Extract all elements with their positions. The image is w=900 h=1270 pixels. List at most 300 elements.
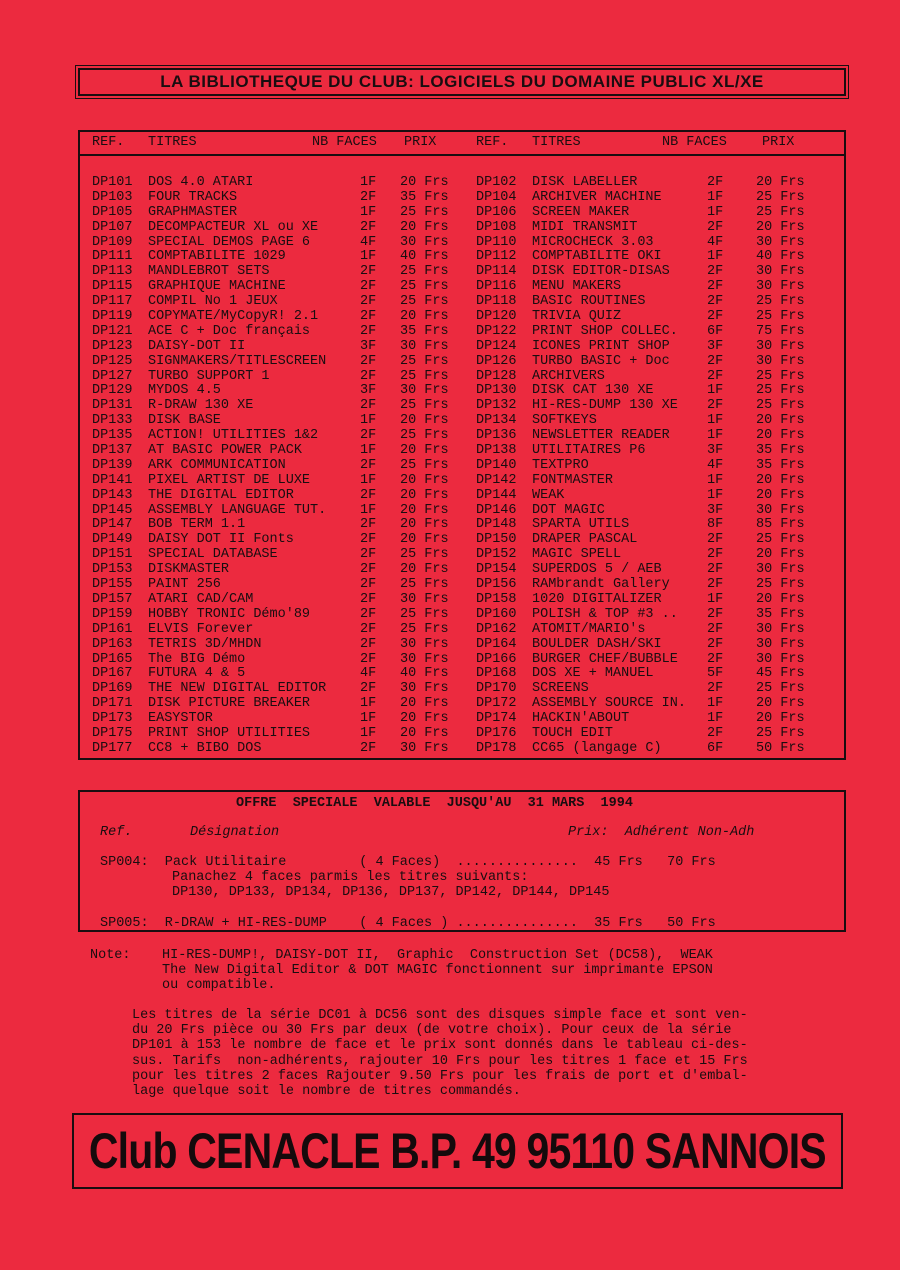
cell-price-2: 30 Frs	[756, 621, 805, 637]
info-paragraph	[132, 1008, 852, 1099]
cell-price-2: 30 Frs	[756, 264, 805, 280]
cell-ref: DP103	[92, 189, 133, 205]
cell-ref-2: DP102	[476, 175, 517, 190]
cell-title-2: NEWSLETTER READER	[532, 428, 670, 444]
table-row	[80, 638, 844, 653]
cell-ref: DP151	[92, 547, 133, 563]
cell-title: AT BASIC POWER PACK	[148, 443, 302, 459]
cell-faces: 1F	[360, 175, 377, 190]
cell-title: FUTURA 4 & 5	[148, 666, 246, 682]
cell-ref-2: DP148	[476, 517, 517, 533]
cell-title-2: MAGIC SPELL	[532, 547, 622, 563]
cell-price: 20 Frs	[400, 472, 449, 488]
cell-ref-2: DP114	[476, 264, 517, 280]
cell-ref-2: DP160	[476, 606, 517, 622]
cell-faces: 2F	[360, 368, 377, 384]
cell-ref: DP121	[92, 323, 133, 339]
cell-faces: 1F	[360, 472, 377, 488]
cell-ref-2: DP178	[476, 740, 517, 756]
cell-price-2: 25 Frs	[756, 725, 805, 741]
cell-faces-2: 2F	[707, 264, 724, 280]
cell-faces-2: 2F	[707, 532, 724, 548]
cell-faces: 2F	[360, 353, 377, 369]
cell-title: DOS 4.0 ATARI	[148, 175, 254, 190]
cell-title: DAISY DOT II Fonts	[148, 532, 294, 548]
cell-price-2: 25 Frs	[756, 681, 805, 697]
cell-faces: 1F	[360, 249, 377, 265]
cell-faces-2: 2F	[707, 725, 724, 741]
cell-ref: DP139	[92, 457, 133, 473]
cell-price: 30 Frs	[400, 740, 449, 756]
cell-ref: DP137	[92, 443, 133, 459]
cell-ref: DP165	[92, 651, 133, 667]
paragraph-line: lage quelque soit le nombre de titres commandés.	[132, 1084, 521, 1100]
table-row	[80, 280, 844, 295]
cell-title: SPECIAL DATABASE	[148, 547, 278, 563]
cell-ref-2: DP104	[476, 189, 517, 205]
cell-title-2: DRAPER PASCAL	[532, 532, 638, 548]
cell-title: FOUR TRACKS	[148, 189, 238, 205]
cell-price: 25 Frs	[400, 294, 449, 310]
cell-faces-2: 6F	[707, 740, 724, 756]
cell-title-2: TOUCH EDIT	[532, 725, 614, 741]
cell-title: THE DIGITAL EDITOR	[148, 487, 294, 503]
table-row	[80, 206, 844, 221]
cell-ref: DP175	[92, 725, 133, 741]
paragraph-line: Les titres de la série DC01 à DC56 sont des disques simple face et sont ven-	[132, 1008, 748, 1023]
cell-price-2: 20 Frs	[756, 711, 805, 727]
cell-ref-2: DP164	[476, 636, 517, 652]
offer-sp004-sub2: DP130, DP133, DP134, DP136, DP137, DP142, DP144, DP145	[172, 885, 610, 900]
cell-title-2: BASIC ROUTINES	[532, 294, 646, 310]
cell-title-2: COMPTABILITE OKI	[532, 249, 662, 265]
cell-title-2: BURGER CHEF/BUBBLE	[532, 651, 678, 667]
paragraph-line: du 20 Frs pièce ou 30 Frs par deux (de votre choix). Pour ceux de la série	[132, 1023, 732, 1039]
cell-ref-2: DP138	[476, 443, 517, 459]
cell-faces: 2F	[360, 219, 377, 235]
cell-price-2: 25 Frs	[756, 309, 805, 325]
cell-ref-2: DP130	[476, 383, 517, 399]
cell-ref-2: DP172	[476, 696, 517, 712]
cell-faces-2: 2F	[707, 621, 724, 637]
cell-faces: 2F	[360, 264, 377, 280]
paragraph-line: pour les titres 2 faces Rajouter 9.50 Frs pour les frais de port et d'embal-	[132, 1068, 748, 1084]
cell-price-2: 20 Frs	[756, 591, 805, 607]
cell-title: ATARI CAD/CAM	[148, 591, 254, 607]
cell-price-2: 35 Frs	[756, 457, 805, 473]
cell-faces-2: 2F	[707, 219, 724, 235]
cell-ref-2: DP122	[476, 323, 517, 339]
cell-title: PIXEL ARTIST DE LUXE	[148, 472, 311, 488]
cell-ref: DP129	[92, 383, 133, 399]
table-row	[80, 265, 844, 280]
cell-faces: 2F	[360, 294, 377, 310]
table-row	[80, 236, 844, 251]
cell-faces-2: 3F	[707, 338, 724, 354]
cell-faces-2: 2F	[707, 681, 724, 697]
cell-price-2: 30 Frs	[756, 353, 805, 369]
cell-faces-2: 1F	[707, 249, 724, 265]
cell-faces-2: 2F	[707, 175, 724, 190]
cell-ref: DP173	[92, 711, 133, 727]
table-row	[80, 310, 844, 325]
cell-ref: DP157	[92, 591, 133, 607]
cell-ref-2: DP126	[476, 353, 517, 369]
cell-ref: DP131	[92, 398, 133, 414]
cell-price: 20 Frs	[400, 711, 449, 727]
cell-title: BOB TERM 1.1	[148, 517, 246, 533]
cell-title: ARK COMMUNICATION	[148, 457, 286, 473]
cell-faces: 3F	[360, 338, 377, 354]
cell-price-2: 35 Frs	[756, 443, 805, 459]
note-line-1: HI-RES-DUMP!, DAISY-DOT II, Graphic Construction Set (DC58), WEAK	[162, 948, 713, 963]
cell-price-2: 25 Frs	[756, 368, 805, 384]
cell-faces: 1F	[360, 711, 377, 727]
cell-ref-2: DP158	[476, 591, 517, 607]
cell-ref-2: DP110	[476, 234, 517, 250]
cell-title-2: SCREENS	[532, 681, 589, 697]
table-row	[80, 444, 844, 459]
paragraph-line: DP101 à 153 le nombre de face et le prix sont donnés dans le tableau ci-des-	[132, 1038, 748, 1054]
cell-ref: DP133	[92, 413, 133, 429]
cell-faces: 3F	[360, 383, 377, 399]
cell-ref: DP147	[92, 517, 133, 533]
cell-faces-2: 2F	[707, 562, 724, 578]
cell-price-2: 20 Frs	[756, 547, 805, 563]
table-row	[80, 370, 844, 385]
cell-title-2: ASSEMBLY SOURCE IN.	[532, 696, 686, 712]
cell-price-2: 25 Frs	[756, 204, 805, 220]
offer-heading: OFFRE SPECIALE VALABLE JUSQU'AU 31 MARS 1994	[236, 796, 633, 811]
table-row	[80, 399, 844, 414]
cell-price: 30 Frs	[400, 383, 449, 399]
cell-title-2: SPARTA UTILS	[532, 517, 630, 533]
cell-ref: DP107	[92, 219, 133, 235]
table-row	[80, 518, 844, 533]
cell-ref: DP115	[92, 279, 133, 295]
cell-faces: 2F	[360, 398, 377, 414]
header-ref-2: REF.	[476, 135, 509, 150]
cell-price-2: 85 Frs	[756, 517, 805, 533]
cell-faces-2: 2F	[707, 606, 724, 622]
cell-title-2: MENU MAKERS	[532, 279, 622, 295]
table-row	[80, 340, 844, 355]
cell-ref: DP119	[92, 309, 133, 325]
cell-title-2: DISK CAT 130 XE	[532, 383, 654, 399]
cell-title-2: TEXTPRO	[532, 457, 589, 473]
cell-title: GRAPHIQUE MACHINE	[148, 279, 286, 295]
cell-faces: 2F	[360, 562, 377, 578]
cell-title: TURBO SUPPORT 1	[148, 368, 270, 384]
cell-title: MANDLEBROT SETS	[148, 264, 270, 280]
cell-faces: 2F	[360, 636, 377, 652]
cell-ref-2: DP170	[476, 681, 517, 697]
table-row	[80, 459, 844, 474]
note-line-2: The New Digital Editor & DOT MAGIC fonctionnent sur imprimante EPSON	[162, 963, 713, 978]
cell-faces: 2F	[360, 487, 377, 503]
cell-title: PRINT SHOP UTILITIES	[148, 725, 311, 741]
cell-title-2: MIDI TRANSMIT	[532, 219, 638, 235]
cell-ref-2: DP144	[476, 487, 517, 503]
cell-price: 25 Frs	[400, 368, 449, 384]
cell-faces-2: 2F	[707, 279, 724, 295]
offer-sp004-sub1: Panachez 4 faces parmis les titres suivants:	[172, 870, 529, 885]
cell-ref-2: DP146	[476, 502, 517, 518]
table-row	[80, 578, 844, 593]
cell-ref: DP171	[92, 696, 133, 712]
cell-ref-2: DP142	[476, 472, 517, 488]
cell-ref: DP167	[92, 666, 133, 682]
cell-price: 20 Frs	[400, 309, 449, 325]
cell-faces: 2F	[360, 681, 377, 697]
cell-title: SIGNMAKERS/TITLESCREEN	[148, 353, 327, 369]
cell-price-2: 20 Frs	[756, 428, 805, 444]
table-row	[80, 697, 844, 712]
cell-ref-2: DP176	[476, 725, 517, 741]
cell-faces-2: 1F	[707, 413, 724, 429]
cell-price: 25 Frs	[400, 353, 449, 369]
cell-title: The BIG Démo	[148, 651, 246, 667]
cell-title: COMPIL No 1 JEUX	[148, 294, 278, 310]
cell-faces-2: 8F	[707, 517, 724, 533]
cell-ref-2: DP106	[476, 204, 517, 220]
cell-price: 25 Frs	[400, 264, 449, 280]
cell-title-2: POLISH & TOP #3 ..	[532, 606, 678, 622]
cell-ref: DP177	[92, 740, 133, 756]
cell-faces: 2F	[360, 279, 377, 295]
table-row	[80, 623, 844, 638]
cell-ref-2: DP118	[476, 294, 517, 310]
cell-title-2: SCREEN MAKER	[532, 204, 630, 220]
cell-title-2: TRIVIA QUIZ	[532, 309, 622, 325]
cell-title: PAINT 256	[148, 577, 221, 593]
cell-ref-2: DP152	[476, 547, 517, 563]
table-row	[80, 355, 844, 370]
table-row	[80, 295, 844, 310]
cell-title-2: SOFTKEYS	[532, 413, 597, 429]
cell-price: 25 Frs	[400, 279, 449, 295]
cell-title-2: ATOMIT/MARIO's	[532, 621, 646, 637]
cell-faces-2: 1F	[707, 204, 724, 220]
cell-price-2: 45 Frs	[756, 666, 805, 682]
cell-ref: DP159	[92, 606, 133, 622]
cell-title-2: UTILITAIRES P6	[532, 443, 646, 459]
cell-ref: DP153	[92, 562, 133, 578]
cell-title-2: DOT MAGIC	[532, 502, 605, 518]
cell-price-2: 25 Frs	[756, 383, 805, 399]
cell-ref: DP143	[92, 487, 133, 503]
cell-faces-2: 3F	[707, 443, 724, 459]
cell-price-2: 30 Frs	[756, 279, 805, 295]
cell-faces-2: 1F	[707, 383, 724, 399]
cell-ref: DP135	[92, 428, 133, 444]
cell-ref: DP101	[92, 175, 133, 190]
header-ref: REF.	[92, 135, 125, 150]
cell-price-2: 35 Frs	[756, 606, 805, 622]
cell-ref-2: DP136	[476, 428, 517, 444]
cell-price-2: 30 Frs	[756, 636, 805, 652]
cell-price: 30 Frs	[400, 591, 449, 607]
cell-price-2: 40 Frs	[756, 249, 805, 265]
cell-title: DISK PICTURE BREAKER	[148, 696, 311, 712]
table-row	[80, 325, 844, 340]
cell-ref-2: DP132	[476, 398, 517, 414]
cell-faces: 4F	[360, 234, 377, 250]
paragraph-line: sus. Tarifs non-adhérents, rajouter 10 Frs pour les titres 1 face et 15 Frs	[132, 1053, 748, 1069]
cell-faces-2: 2F	[707, 651, 724, 667]
cell-faces-2: 1F	[707, 591, 724, 607]
table-row	[80, 489, 844, 504]
cell-title-2: MICROCHECK 3.03	[532, 234, 654, 250]
cell-price: 35 Frs	[400, 189, 449, 205]
header-titles-2: TITRES	[532, 135, 581, 150]
cell-faces: 2F	[360, 517, 377, 533]
cell-ref: DP161	[92, 621, 133, 637]
cell-title-2: SUPERDOS 5 / AEB	[532, 562, 662, 578]
cell-ref: DP127	[92, 368, 133, 384]
table-body	[80, 176, 844, 757]
cell-price: 25 Frs	[400, 428, 449, 444]
catalog-table	[78, 130, 846, 760]
cell-ref-2: DP120	[476, 309, 517, 325]
cell-title: DAISY-DOT II	[148, 338, 246, 354]
table-row	[80, 653, 844, 668]
cell-faces: 2F	[360, 189, 377, 205]
cell-faces: 1F	[360, 413, 377, 429]
cell-ref-2: DP150	[476, 532, 517, 548]
cell-price: 25 Frs	[400, 577, 449, 593]
cell-faces: 2F	[360, 606, 377, 622]
header-price: PRIX	[404, 135, 437, 150]
cell-faces: 2F	[360, 428, 377, 444]
cell-price-2: 20 Frs	[756, 175, 805, 190]
table-row	[80, 742, 844, 757]
offer-col-designation: Désignation	[190, 825, 280, 840]
header-titles: TITRES	[148, 135, 197, 150]
cell-ref: DP105	[92, 204, 133, 220]
cell-title: COMPTABILITE 1029	[148, 249, 286, 265]
cell-faces: 2F	[360, 651, 377, 667]
cell-title-2: TURBO BASIC + Doc	[532, 353, 670, 369]
cell-faces: 2F	[360, 457, 377, 473]
cell-price-2: 25 Frs	[756, 532, 805, 548]
cell-ref-2: DP168	[476, 666, 517, 682]
note-label: Note:	[90, 948, 131, 963]
cell-faces-2: 2F	[707, 294, 724, 310]
cell-faces-2: 1F	[707, 696, 724, 712]
cell-price: 20 Frs	[400, 696, 449, 712]
cell-faces-2: 6F	[707, 323, 724, 339]
cell-ref: DP111	[92, 249, 133, 265]
cell-ref: DP145	[92, 502, 133, 518]
table-row	[80, 221, 844, 236]
cell-faces: 4F	[360, 666, 377, 682]
table-row	[80, 504, 844, 519]
cell-price-2: 20 Frs	[756, 472, 805, 488]
cell-title: DISK BASE	[148, 413, 221, 429]
cell-title-2: ICONES PRINT SHOP	[532, 338, 670, 354]
table-row	[80, 414, 844, 429]
cell-ref-2: DP156	[476, 577, 517, 593]
cell-title-2: HI-RES-DUMP 130 XE	[532, 398, 678, 414]
cell-faces: 2F	[360, 621, 377, 637]
table-row	[80, 533, 844, 548]
cell-ref-2: DP154	[476, 562, 517, 578]
cell-price-2: 25 Frs	[756, 189, 805, 205]
cell-price-2: 50 Frs	[756, 740, 805, 756]
cell-price-2: 25 Frs	[756, 398, 805, 414]
cell-faces: 2F	[360, 323, 377, 339]
cell-title-2: PRINT SHOP COLLEC.	[532, 323, 678, 339]
cell-faces-2: 2F	[707, 368, 724, 384]
cell-faces-2: 2F	[707, 577, 724, 593]
cell-title-2: BOULDER DASH/SKI	[532, 636, 662, 652]
cell-faces-2: 1F	[707, 472, 724, 488]
cell-faces-2: 2F	[707, 309, 724, 325]
cell-title-2: ARCHIVER MACHINE	[532, 189, 662, 205]
offer-col-ref: Ref.	[100, 825, 133, 840]
cell-price: 20 Frs	[400, 175, 449, 190]
cell-title: ACTION! UTILITIES 1&2	[148, 428, 319, 444]
cell-faces: 1F	[360, 725, 377, 741]
cell-price: 20 Frs	[400, 443, 449, 459]
cell-faces: 1F	[360, 696, 377, 712]
table-row	[80, 176, 844, 191]
cell-title-2: DISK EDITOR-DISAS	[532, 264, 670, 280]
table-row	[80, 474, 844, 489]
cell-ref-2: DP140	[476, 457, 517, 473]
offer-sp005: SP005: R-DRAW + HI-RES-DUMP ( 4 Faces ) ............... 35 Frs 50 Frs	[100, 916, 716, 931]
cell-title: ACE C + Doc français	[148, 323, 311, 339]
cell-ref: DP141	[92, 472, 133, 488]
cell-ref-2: DP112	[476, 249, 517, 265]
cell-faces: 2F	[360, 591, 377, 607]
cell-price: 25 Frs	[400, 547, 449, 563]
note-line-3: ou compatible.	[162, 978, 276, 993]
cell-faces: 2F	[360, 532, 377, 548]
cell-faces-2: 2F	[707, 353, 724, 369]
table-row	[80, 384, 844, 399]
cell-ref: DP155	[92, 577, 133, 593]
cell-title: THE NEW DIGITAL EDITOR	[148, 681, 327, 697]
cell-price: 20 Frs	[400, 517, 449, 533]
cell-price: 20 Frs	[400, 219, 449, 235]
cell-price: 30 Frs	[400, 234, 449, 250]
cell-faces: 1F	[360, 443, 377, 459]
cell-title: TETRIS 3D/MHDN	[148, 636, 262, 652]
cell-price: 30 Frs	[400, 651, 449, 667]
table-row	[80, 429, 844, 444]
cell-title-2: HACKIN'ABOUT	[532, 711, 630, 727]
cell-price-2: 20 Frs	[756, 696, 805, 712]
cell-title-2: 1020 DIGITALIZER	[532, 591, 662, 607]
cell-title: ASSEMBLY LANGUAGE TUT.	[148, 502, 327, 518]
cell-ref: DP125	[92, 353, 133, 369]
cell-title: HOBBY TRONIC Démo'89	[148, 606, 311, 622]
cell-faces-2: 2F	[707, 547, 724, 563]
cell-faces-2: 3F	[707, 502, 724, 518]
cell-price: 25 Frs	[400, 457, 449, 473]
table-row	[80, 563, 844, 578]
cell-faces-2: 2F	[707, 398, 724, 414]
table-row	[80, 667, 844, 682]
cell-ref-2: DP116	[476, 279, 517, 295]
cell-ref: DP163	[92, 636, 133, 652]
header-faces-2: NB FACES	[662, 135, 727, 150]
cell-price: 30 Frs	[400, 681, 449, 697]
cell-faces-2: 4F	[707, 234, 724, 250]
table-row	[80, 548, 844, 563]
